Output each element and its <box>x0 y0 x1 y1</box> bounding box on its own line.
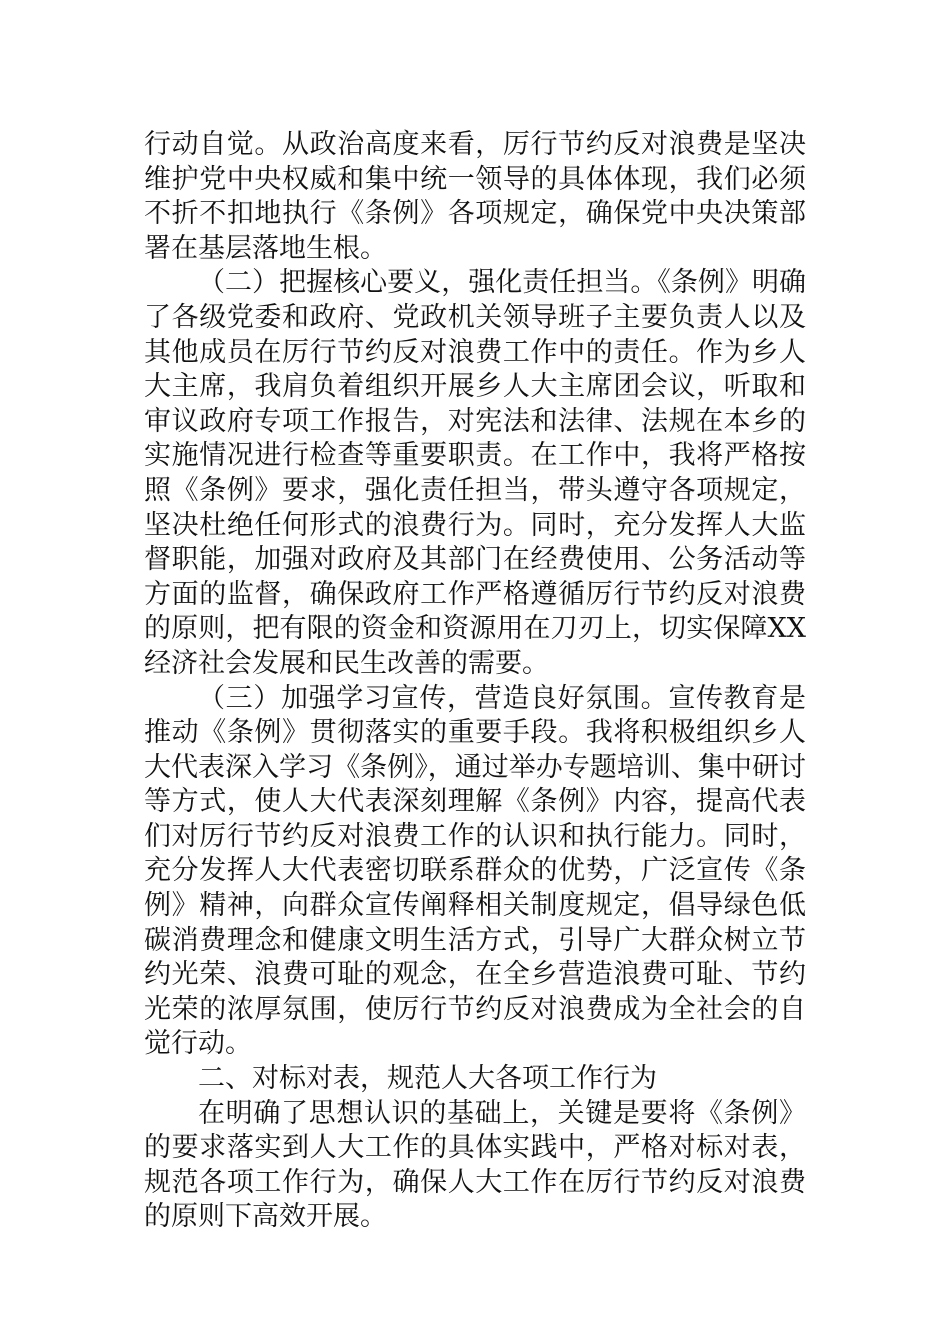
document-body <box>144 128 806 1235</box>
paragraph-continuation: 行动自觉。从政治高度来看，厉行节约反对浪费是坚决维护党中央权威和集中统一领导的具体体现，我们必须不折不扣地执行《条例》各项规定，确保党中央决策部署在基层落地生根。 <box>144 129 806 264</box>
paragraph-intro: 在明确了思想认识的基础上，关键是要将《条例》的要求落实到人大工作的具体实践中，严格对标对表，规范各项工作行为，确保人大工作在厉行节约反对浪费的原则下高效开展。 <box>144 1097 806 1233</box>
paragraph-section-2: （二）把握核心要义，强化责任担当。《条例》明确了各级党委和政府、党政机关领导班子主要负责人以及其他成员在厉行节约反对浪费工作中的责任。作为乡人大主席，我肩负着组织开展乡人大主席团会议，听取和审议政府专项工作报告，对宪法和法律、法规在本乡的实施情况进行检查等重要职责。在工作中，我将严格按照《条例》要求，强化责任担当，带头遵守各项规定，坚决杜绝任何形式的浪费行为。同时，充分发挥人大监督职能，加强对政府及其部门在经费使用、公务活动等方面的监督，确保政府工作严格遵循厉行节约反对浪费的原则，把有限的资金和资源用在刀刃上，切实保障XX经济社会发展和民生改善的需要。 <box>144 267 806 679</box>
paragraph-section-3: （三）加强学习宣传，营造良好氛围。宣传教育是推动《条例》贯彻落实的重要手段。我将积极组织乡人大代表深入学习《条例》，通过举办专题培训、集中研讨等方式，使人大代表深刻理解《条例》内容，提高代表们对厉行节约反对浪费工作的认识和执行能力。同时，充分发挥人大代表密切联系群众的优势，广泛宣传《条例》精神，向群众宣传阐释相关制度规定，倡导绿色低碳消费理念和健康文明生活方式，引导广大群众树立节约光荣、浪费可耻的观念，在全乡营造浪费可耻、节约光荣的浓厚氛围，使厉行节约反对浪费成为全社会的自觉行动。 <box>144 682 806 1060</box>
section-heading: 二、对标对表，规范人大各项工作行为 <box>198 1063 657 1095</box>
